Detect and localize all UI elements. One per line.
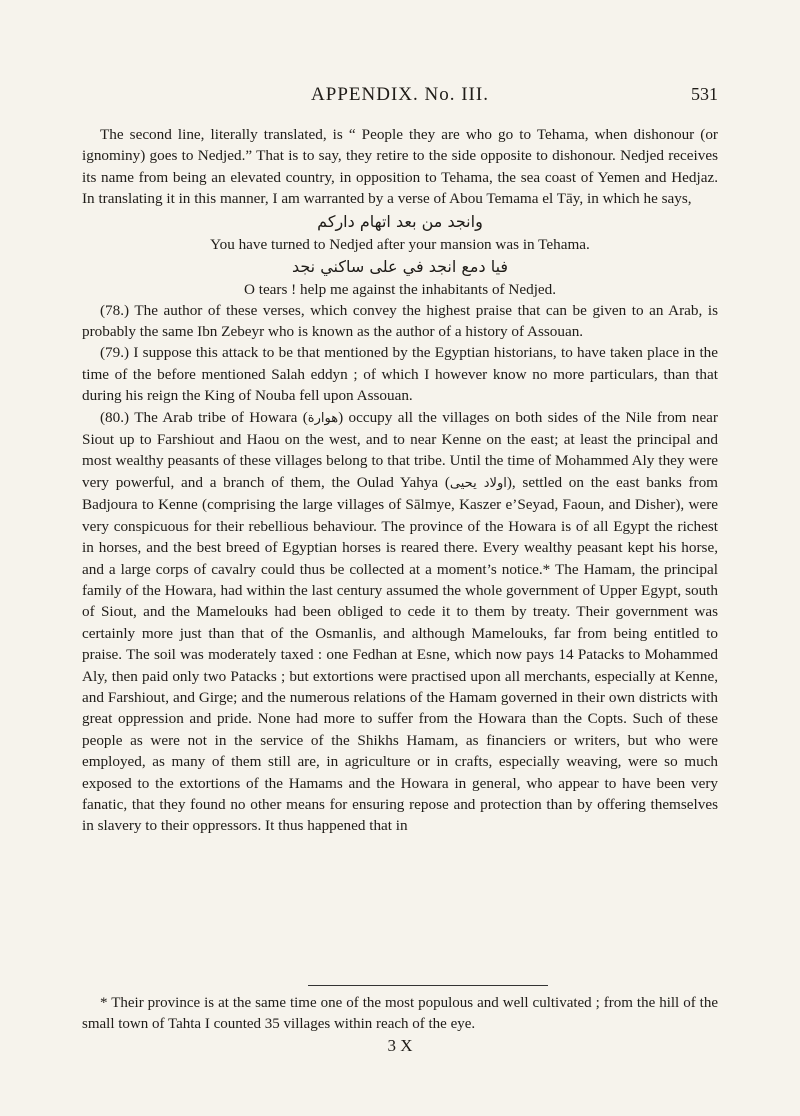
verse-1-arabic: وانجد من بعد اتهام داركم (317, 211, 483, 231)
note-80-part-3: ), settled on the east banks from Badjoura to Kenne (comprising the large villages of Sālmye, Kaszer e’Seyad, Faoun, and Disher), were very conspicuous for their rebellious behaviour. The province of the Howara is of all Egypt the richest in horses, and the best breed of Egyptian horses is reared there. Every wealthy peasant kept his horse, and a large corps of cavalry could thus be collected at a moment’s notice.* The Hamam, the principal family of the Howara, had within the last century assumed the whole government of Upper Egypt, south of Siout, and the Mamelouks had been obliged to cede it to them by treaty. Their government was certainly more just than that of the Osmanlis, and although Mamelouks, far from being entitled to praise. The soil was moderately taxed : one Fedhan at Esne, which now pays 14 Patacks to Mohammed Aly, then paid only two Patacks ; but extortions were practised upon all merchants, especially at Kenne, and Farshiout, and Girge; and the numerous relations of the Hamam governed in their own districts with great oppression and pride. None had more to suffer from the Howara than the Copts. Such of these people as were not in the service of the Shikhs Hamam, as financiers or writers, but who were employed, as many of them still are, in agriculture or in crafts, especially weaving, were so much exposed to the extortions of the Hamams and the Howara in general, who appear to have been very fanatic, that they found no other means for ensuring repose and protection than by offering themselves in slavery to their oppressors. It thus happened that in (82, 473, 718, 835)
verse-1-translation: You have turned to Nedjed after your mansion was in Tehama. (210, 235, 590, 253)
note-79: (79.) I suppose this attack to be that mentioned by the Egyptian historians, to have taken place in the time of the before mentioned Salah eddyn ; of which I however know no more particulars, than that during his reign the King of Nouba fell upon Assouan. (82, 344, 718, 405)
body-text (82, 124, 718, 837)
footnote-divider (308, 985, 548, 986)
note-80 (82, 407, 718, 837)
note-80-part-2: ) occupy all the villages on both sides of the Nile from near Siout up to Farshiout and Haou on the west, and to near Kenne on the east; at least the principal and most wealthy peasants of these villages belong to that tribe. Until the time of Mohammed Aly they were very powerful, and a branch of them, the Oulad Yahya ( (82, 408, 718, 491)
signature-mark: 3 X (387, 1036, 413, 1055)
note-80-part-1: (80.) The Arab tribe of Howara ( (100, 408, 308, 426)
howara-arabic: هوارة (307, 410, 339, 426)
verse-2-translation: O tears ! help me against the inhabitants of Nedjed. (243, 280, 557, 298)
note-78: (78.) The author of these verses, which convey the highest praise that can be given to an Arab, is probably the same Ibn Zebeyr who is known as the author of a history of Assouan. (82, 301, 718, 341)
footnote: * Their province is at the same time one of the most populous and well cultivated ; from the hill of the small town of Tahta I counted 35 villages within reach of the eye. (82, 995, 718, 1032)
page-header (0, 84, 800, 114)
page-number: 531 (691, 84, 718, 104)
verse-2-arabic: فيا دمع انجد في على ساكني نجد (291, 256, 509, 276)
running-title: APPENDIX. No. III. (311, 84, 489, 105)
oulad-yahya-arabic: اولاد يحيى (449, 475, 507, 491)
paragraph-intro: The second line, literally translated, is “ People they are who go to Tehama, when dishonour (or ignominy) goes to Nedjed.” That is to say, they retire to the side opposite to dishonour. Nedjed receives its name from being an elevated country, in opposition to Tehama, the sea coast of Yemen and Hedjaz. In translating it in this manner, I am warranted by a verse of Abou Temama el Tāy, in which he says, (82, 126, 718, 208)
